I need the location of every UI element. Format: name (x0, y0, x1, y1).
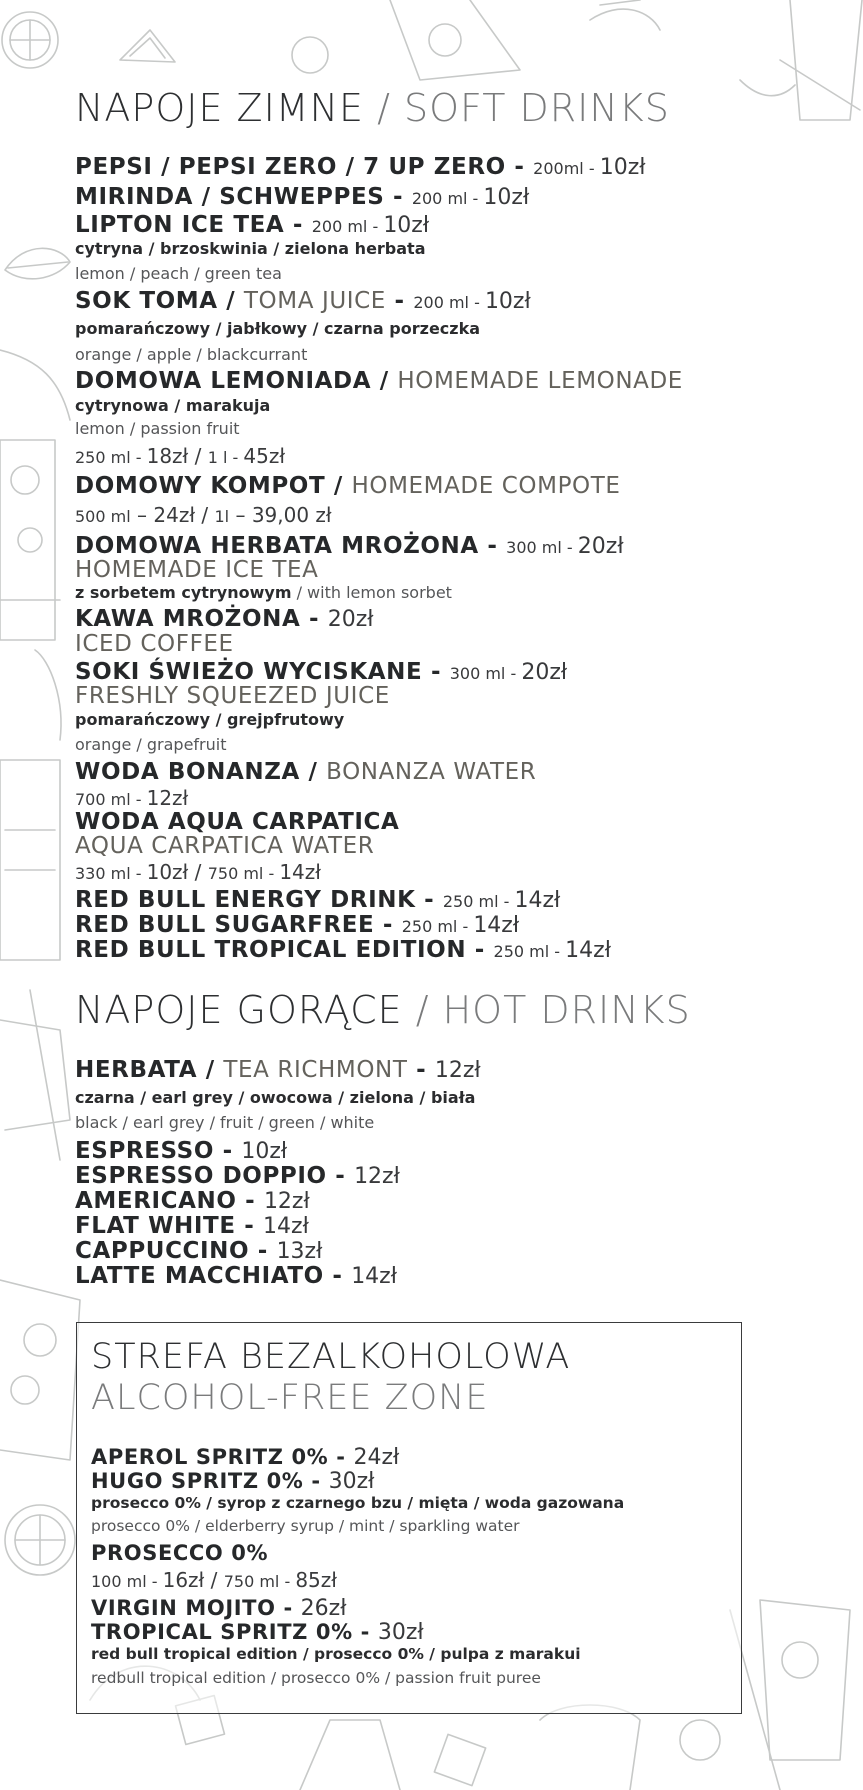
menu-item-description-en: orange / grapefruit (75, 735, 227, 754)
menu-item-pepsi: PEPSI / PEPSI ZERO / 7 UP ZERO - 200ml - 10zł (75, 154, 646, 180)
menu-item-price: 700 ml - 12zł (75, 786, 189, 810)
glass-top-icon (292, 0, 660, 80)
menu-item-price: 330 ml - 10zł / 750 ml - 14zł (75, 860, 321, 884)
menu-item-price: 100 ml - 16zł / 750 ml - 85zł (91, 1568, 337, 1592)
section-title-hot-drinks: NAPOJE GORĄCE / HOT DRINKS (75, 988, 691, 1032)
menu-item-description-en: black / earl grey / fruit / green / white (75, 1113, 375, 1132)
menu-item-virgin-mojito: VIRGIN MOJITO - 26zł (91, 1596, 347, 1621)
menu-item-description-pl: cytryna / brzoskwinia / zielona herbata (75, 239, 426, 258)
menu-item-mirinda: MIRINDA / SCHWEPPES - 200 ml - 10zł (75, 184, 530, 210)
menu-item-description-pl: czarna / earl grey / owocowa / zielona / biała (75, 1088, 476, 1107)
menu-item-compote: DOMOWY KOMPOT / HOMEMADE COMPOTE (75, 473, 621, 499)
menu-item-iced-coffee: KAWA MROŻONA - 20zł (75, 606, 374, 632)
menu-item-espresso: ESPRESSO - 10zł (75, 1138, 288, 1164)
menu-item-description-en: redbull tropical edition / prosecco 0% / passion fruit puree (91, 1669, 541, 1687)
menu-item-description: z sorbetem cytrynowym / with lemon sorbet (75, 583, 452, 602)
menu-item-description-en: orange / apple / blackcurrant (75, 345, 308, 364)
menu-item-tea: HERBATA / TEA RICHMONT - 12zł (75, 1057, 481, 1083)
menu-item-hugo: HUGO SPRITZ 0% - 30zł (91, 1469, 375, 1494)
menu-item-description-pl: pomarańczowy / grejpfrutowy (75, 710, 345, 729)
menu-item-red-bull: RED BULL ENERGY DRINK - 250 ml - 14zł (75, 887, 561, 913)
menu-item-price: 500 ml – 24zł / 1l – 39,00 zł (75, 503, 332, 527)
menu-item-fresh-juice: SOKI ŚWIEŻO WYCISKANE - 300 ml - 20zł (75, 659, 568, 685)
menu-item-description-pl: cytrynowa / marakuja (75, 396, 271, 415)
menu-item-lemonade: DOMOWA LEMONIADA / HOMEMADE LEMONADE (75, 368, 683, 394)
menu-item-name-en: ICED COFFEE (75, 631, 234, 657)
menu-item-ice-tea: DOMOWA HERBATA MROŻONA - 300 ml - 20zł (75, 533, 624, 559)
menu-item-description-en: lemon / passion fruit (75, 419, 240, 438)
menu-item-espresso-doppio: ESPRESSO DOPPIO - 12zł (75, 1163, 400, 1189)
menu-item-tropical-spritz: TROPICAL SPRITZ 0% - 30zł (91, 1620, 424, 1645)
section-title-soft-drinks: NAPOJE ZIMNE / SOFT DRINKS (75, 86, 670, 130)
alcohol-free-zone-box (76, 1322, 742, 1714)
menu-item-description-en: lemon / peach / green tea (75, 264, 282, 283)
menu-item-flat-white: FLAT WHITE - 14zł (75, 1213, 309, 1239)
lemon-slice-icon (2, 12, 175, 68)
menu-item-name-en: HOMEMADE ICE TEA (75, 557, 319, 583)
menu-item-prosecco: PROSECCO 0% (91, 1541, 269, 1565)
menu-item-red-bull-tropical: RED BULL TROPICAL EDITION - 250 ml - 14zł (75, 937, 611, 963)
menu-item-cappuccino: CAPPUCCINO - 13zł (75, 1238, 323, 1264)
leaf-icon (5, 248, 70, 278)
menu-item-aqua: WODA AQUA CARPATICA (75, 809, 400, 835)
menu-item-toma: SOK TOMA / TOMA JUICE - 200 ml - 10zł (75, 288, 531, 314)
menu-item-name-en: FRESHLY SQUEEZED JUICE (75, 683, 390, 709)
menu-item-americano: AMERICANO - 12zł (75, 1188, 310, 1214)
straw-glass-icon (0, 990, 80, 1460)
menu-item-description-pl: red bull tropical edition / prosecco 0% / pulpa z marakui (91, 1645, 581, 1663)
menu-item-name-en: AQUA CARPATICA WATER (75, 833, 375, 859)
zone-title-en: ALCOHOL-FREE ZONE (91, 1378, 489, 1418)
menu-item-description-en: prosecco 0% / elderberry syrup / mint / sparkling water (91, 1517, 520, 1535)
menu-item-description-pl: prosecco 0% / syrop z czarnego bzu / mięta / woda gazowana (91, 1494, 625, 1512)
menu-item-red-bull-sugarfree: RED BULL SUGARFREE - 250 ml - 14zł (75, 912, 520, 938)
menu-item-latte-macchiato: LATTE MACCHIATO - 14zł (75, 1263, 397, 1289)
menu-item-bonanza: WODA BONANZA / BONANZA WATER (75, 759, 537, 785)
menu-item-description-pl: pomarańczowy / jabłkowy / czarna porzeczka (75, 319, 481, 338)
menu-item-price: 250 ml - 18zł / 1 l - 45zł (75, 444, 286, 468)
cocktail-glass-icon (740, 0, 862, 120)
menu-item-lipton: LIPTON ICE TEA - 200 ml - 10zł (75, 212, 430, 238)
menu-item-aperol: APEROL SPRITZ 0% - 24zł (91, 1445, 400, 1470)
zone-title-pl: STREFA BEZALKOHOLOWA (91, 1337, 571, 1377)
glass-left-icon (0, 350, 70, 960)
